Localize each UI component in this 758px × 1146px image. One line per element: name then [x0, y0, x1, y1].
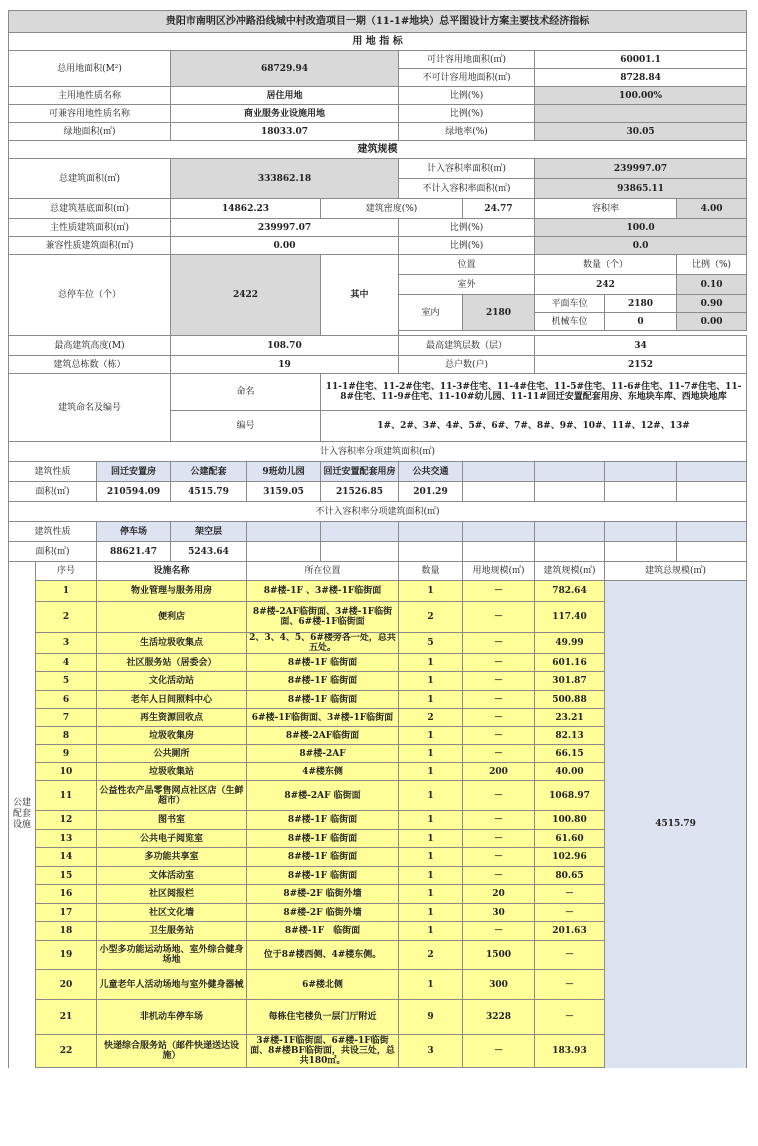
facility-land-scale: －: [463, 830, 535, 848]
nonfar-nature-label: 建筑性质: [9, 522, 97, 542]
facility-quantity: 3: [399, 1035, 463, 1068]
facility-building-scale: 100.80: [535, 811, 605, 830]
far-value-empty: [463, 482, 535, 502]
facility-quantity: 1: [399, 885, 463, 904]
facility-location: 8#楼-1F 、3#楼-1F临街面: [247, 581, 399, 602]
compat-building-area-label: 兼容性质建筑面积(㎡): [9, 237, 171, 255]
sheet-row: [9, 482, 747, 502]
facility-land-scale: －: [463, 709, 535, 727]
facility-quantity: 1: [399, 867, 463, 885]
building-naming-label: 建筑命名及编号: [9, 374, 171, 442]
far-value: 210594.09: [97, 482, 171, 502]
facility-building-scale: 82.13: [535, 727, 605, 745]
facility-building-scale: 601.16: [535, 654, 605, 672]
facility-building-scale: 66.15: [535, 745, 605, 763]
households-value: 2152: [535, 356, 747, 374]
naming-name-value: 11-1#住宅、11-2#住宅、11-3#住宅、11-4#住宅、11-5#住宅、11-6#住宅、11-7#住宅、11-8#住宅、11-9#住宅、11-10#幼儿园、11-11#回迁安置配套用房、东地块车库、西地块地库: [321, 374, 747, 411]
base-area-label: 总建筑基底面积(㎡): [9, 199, 171, 219]
nonfar-area-value: 93865.11: [535, 179, 747, 199]
facility-building-scale: －: [535, 885, 605, 904]
facility-land-scale: 20: [463, 885, 535, 904]
sheet-row: [9, 374, 747, 411]
facility-name: 公共电子阅览室: [97, 830, 247, 848]
sheet-title: 贵阳市南明区沙冲路沿线城中村改造项目一期（11-1#地块）总平图设计方案主要技术经济指标: [9, 11, 747, 33]
facility-building-scale: 782.64: [535, 581, 605, 602]
main-building-area-value: 239997.07: [171, 219, 399, 237]
usable-area-value: 60001.1: [535, 51, 747, 69]
facility-name: 垃圾收集房: [97, 727, 247, 745]
facility-land-scale: －: [463, 811, 535, 830]
nonfar-col: 停车场: [97, 522, 171, 542]
facility-location: 8#楼-1F 临街面: [247, 811, 399, 830]
facility-name: 小型多功能运动场地、室外综合健身场地: [97, 941, 247, 970]
compat-building-ratio-value: 0.0: [535, 237, 747, 255]
facility-name: 多功能共享室: [97, 848, 247, 867]
facility-no: 10: [36, 763, 97, 781]
main-ratio-value: 100.00%: [535, 87, 747, 105]
nonfar-value-empty: [247, 542, 321, 562]
section-heading: 建筑规模: [9, 141, 747, 159]
facility-building-scale: 40.00: [535, 763, 605, 781]
facility-name: 快递综合服务站（邮件快递送达设施）: [97, 1035, 247, 1068]
sheet-row: [9, 336, 747, 356]
far-value: 201.29: [399, 482, 463, 502]
sheet-row: [9, 255, 747, 275]
facility-no: 20: [36, 970, 97, 1000]
facility-name: 图书室: [97, 811, 247, 830]
nonfar-col-empty: [247, 522, 321, 542]
nonusable-area-label: 不可计容用地面积(㎡): [399, 69, 535, 87]
facility-no: 16: [36, 885, 97, 904]
facility-no: 15: [36, 867, 97, 885]
facility-name: 老年人日间照料中心: [97, 691, 247, 709]
facility-name: 文化活动站: [97, 672, 247, 691]
facility-location: 8#楼-1F 临街面: [247, 922, 399, 941]
facility-location: 3#楼-1F临街面、6#楼-1F临街面、8#楼BF临街面，共设三处，总共180㎡。: [247, 1035, 399, 1068]
sheet-row: [9, 542, 747, 562]
sheet-row: [9, 522, 747, 542]
facility-no: 1: [36, 581, 97, 602]
facility-group-label: 公建配套设施: [9, 562, 36, 1068]
facility-quantity: 1: [399, 904, 463, 922]
facility-land-scale: －: [463, 1035, 535, 1068]
facility-no: 21: [36, 1000, 97, 1035]
naming-name-label: 命名: [171, 374, 321, 411]
facility-quantity: 5: [399, 633, 463, 654]
facility-quantity: 1: [399, 745, 463, 763]
total-land-area-value: 68729.94: [171, 51, 399, 87]
facility-location: 8#楼-1F 临街面: [247, 848, 399, 867]
facility-location: 8#楼-2AF 临街面: [247, 781, 399, 811]
facility-building-scale: 102.96: [535, 848, 605, 867]
technical-indicator-sheet: [8, 10, 747, 1068]
facility-no: 7: [36, 709, 97, 727]
facility-name: 非机动车停车场: [97, 1000, 247, 1035]
naming-code-label: 编号: [171, 411, 321, 442]
facility-land-scale: －: [463, 727, 535, 745]
households-label: 总户数(户): [399, 356, 535, 374]
nonfar-area-label: 不计入容积率面积(㎡): [399, 179, 535, 199]
density-value: 24.77: [463, 199, 535, 219]
parking-indoor-label: 室内: [399, 295, 463, 331]
total-land-area-label: 总用地面积(M²): [9, 51, 171, 87]
green-rate-value: 30.05: [535, 123, 747, 141]
parking-among-label: 其中: [321, 255, 399, 336]
parking-flat-ratio: 0.90: [677, 295, 747, 313]
facility-land-scale: －: [463, 654, 535, 672]
facility-land-scale: －: [463, 848, 535, 867]
facility-name: 再生资源回收点: [97, 709, 247, 727]
facility-building-scale: 500.88: [535, 691, 605, 709]
facility-land-scale: 3228: [463, 1000, 535, 1035]
far-area-label: 计入容积率面积(㎡): [399, 159, 535, 179]
sheet-row: [9, 356, 747, 374]
far-col: 公建配套: [171, 462, 247, 482]
facility-header: 用地规模(㎡): [463, 562, 535, 581]
facility-quantity: 2: [399, 941, 463, 970]
facility-quantity: 1: [399, 763, 463, 781]
nonfar-col-empty: [463, 522, 535, 542]
parking-outdoor-count: 242: [535, 275, 677, 295]
facility-land-scale: 30: [463, 904, 535, 922]
facility-header: 建筑规模(㎡): [535, 562, 605, 581]
facility-no: 4: [36, 654, 97, 672]
ratio-label: 比例(%): [399, 105, 535, 123]
facility-building-scale: 117.40: [535, 602, 605, 633]
parking-mech-label: 机械车位: [535, 313, 605, 331]
parking-indoor-count: 2180: [463, 295, 535, 331]
facility-no: 12: [36, 811, 97, 830]
far-col-empty: [605, 462, 677, 482]
far-value: 3159.05: [247, 482, 321, 502]
max-height-value: 108.70: [171, 336, 399, 356]
sheet-row: [9, 159, 747, 179]
sheet-row: [9, 237, 747, 255]
facility-no: 14: [36, 848, 97, 867]
compat-ratio-value: [535, 105, 747, 123]
facility-quantity: 9: [399, 1000, 463, 1035]
main-land-nature-label: 主用地性质名称: [9, 87, 171, 105]
sheet-row: [9, 462, 747, 482]
facility-land-scale: －: [463, 691, 535, 709]
nonfar-col: 架空层: [171, 522, 247, 542]
compat-land-nature-label: 可兼容用地性质名称: [9, 105, 171, 123]
facility-quantity: 1: [399, 691, 463, 709]
facility-header-row: [9, 562, 747, 581]
facility-location: 8#楼-1F 临街面: [247, 691, 399, 709]
far-col-empty: [535, 462, 605, 482]
facility-location: 8#楼-1F 临街面: [247, 654, 399, 672]
facility-land-scale: －: [463, 867, 535, 885]
sheet-row: [9, 87, 747, 105]
facility-name: 儿童老年人活动场地与室外健身器械: [97, 970, 247, 1000]
facility-building-scale: 1068.97: [535, 781, 605, 811]
far-area-value: 239997.07: [535, 159, 747, 179]
nonfar-value-empty: [605, 542, 677, 562]
section-heading: 计入容积率分项建筑面积(㎡): [9, 442, 747, 462]
facility-land-scale: －: [463, 781, 535, 811]
facility-location: 8#楼-1F 临街面: [247, 672, 399, 691]
facility-location: 8#楼-1F 临街面: [247, 867, 399, 885]
facility-land-scale: －: [463, 581, 535, 602]
nonfar-area-row-label: 面积(㎡): [9, 542, 97, 562]
section-heading: 不计入容积率分项建筑面积(㎡): [9, 502, 747, 522]
sheet-row: [9, 123, 747, 141]
nonfar-value-empty: [463, 542, 535, 562]
nonfar-value: 88621.47: [97, 542, 171, 562]
sheet-row: [9, 11, 747, 33]
facility-quantity: 1: [399, 727, 463, 745]
far-area-row-label: 面积(㎡): [9, 482, 97, 502]
far-nature-label: 建筑性质: [9, 462, 97, 482]
nonfar-value-empty: [677, 542, 747, 562]
facility-location: 6#楼北侧: [247, 970, 399, 1000]
facility-location: 8#楼-2F 临街外墙: [247, 885, 399, 904]
facility-no: 6: [36, 691, 97, 709]
facility-land-scale: 200: [463, 763, 535, 781]
sheet-row: [9, 141, 747, 159]
facility-header: 建筑总规模(㎡): [605, 562, 747, 581]
max-floors-label: 最高建筑层数（层）: [399, 336, 535, 356]
far-col: 9班幼儿园: [247, 462, 321, 482]
facility-location: 每栋住宅楼负一层门厅附近: [247, 1000, 399, 1035]
facility-location: 8#楼-2F 临街外墙: [247, 904, 399, 922]
parking-outdoor-label: 室外: [399, 275, 535, 295]
density-label: 建筑密度(%): [321, 199, 463, 219]
facility-header: 所在位置: [247, 562, 399, 581]
facility-quantity: 2: [399, 709, 463, 727]
green-area-value: 18033.07: [171, 123, 399, 141]
facility-header: 数量: [399, 562, 463, 581]
facility-name: 社区阅报栏: [97, 885, 247, 904]
facility-header: 设施名称: [97, 562, 247, 581]
far-col-empty: [463, 462, 535, 482]
sheet-row: [9, 199, 747, 219]
sheet-row: [9, 33, 747, 51]
facility-name: 卫生服务站: [97, 922, 247, 941]
facility-header: 序号: [36, 562, 97, 581]
nonfar-value-empty: [535, 542, 605, 562]
facility-quantity: 1: [399, 654, 463, 672]
facility-no: 3: [36, 633, 97, 654]
sheet-row: [9, 502, 747, 522]
far-value-empty: [677, 482, 747, 502]
parking-position-header: 位置: [399, 255, 535, 275]
facility-name: 社区服务站（居委会）: [97, 654, 247, 672]
base-area-value: 14862.23: [171, 199, 321, 219]
far-value-empty: [605, 482, 677, 502]
parking-mech-count: 0: [605, 313, 677, 331]
facility-building-scale: －: [535, 904, 605, 922]
far-col: 公共交通: [399, 462, 463, 482]
facility-quantity: 1: [399, 830, 463, 848]
facility-building-scale: －: [535, 1000, 605, 1035]
total-building-area-value: 333862.18: [171, 159, 399, 199]
facility-building-scale: 201.63: [535, 922, 605, 941]
facility-name: 生活垃圾收集点: [97, 633, 247, 654]
facility-land-scale: －: [463, 922, 535, 941]
facility-no: 13: [36, 830, 97, 848]
nonfar-col-empty: [605, 522, 677, 542]
facility-location: 2、3、4、5、6#楼旁各一处，总共五处。: [247, 633, 399, 654]
facility-land-scale: 1500: [463, 941, 535, 970]
ratio-label: 比例(%): [399, 237, 535, 255]
total-building-area-label: 总建筑面积(㎡): [9, 159, 171, 199]
facility-quantity: 1: [399, 811, 463, 830]
facility-building-scale: 23.21: [535, 709, 605, 727]
nonusable-area-value: 8728.84: [535, 69, 747, 87]
parking-total-label: 总停车位（个）: [9, 255, 171, 336]
facility-location: 位于8#楼西侧、4#楼东侧。: [247, 941, 399, 970]
far-col-empty: [677, 462, 747, 482]
nonfar-col-empty: [677, 522, 747, 542]
facility-location: 4#楼东侧: [247, 763, 399, 781]
facility-name: 公益性农产品零售网点社区店（生鲜超市）: [97, 781, 247, 811]
sheet-row: [9, 105, 747, 123]
section-heading: 用 地 指 标: [9, 33, 747, 51]
facility-quantity: 1: [399, 781, 463, 811]
facility-location: 6#楼-1F临街面、3#楼-1F临街面: [247, 709, 399, 727]
far-value: 4.00: [677, 199, 747, 219]
nonfar-value-empty: [321, 542, 399, 562]
facility-total-scale: 4515.79: [605, 581, 747, 1068]
facility-building-scale: 183.93: [535, 1035, 605, 1068]
building-count-value: 19: [171, 356, 399, 374]
facility-no: 2: [36, 602, 97, 633]
facility-name: 垃圾收集站: [97, 763, 247, 781]
usable-area-label: 可计容用地面积(㎡): [399, 51, 535, 69]
far-col: 回迁安置配套用房: [321, 462, 399, 482]
facility-no: 22: [36, 1035, 97, 1068]
facility-name: 便利店: [97, 602, 247, 633]
facility-land-scale: 300: [463, 970, 535, 1000]
nonfar-col-empty: [399, 522, 463, 542]
far-label: 容积率: [535, 199, 677, 219]
compat-land-nature-value: 商业服务业设施用地: [171, 105, 399, 123]
facility-no: 9: [36, 745, 97, 763]
facility-land-scale: －: [463, 633, 535, 654]
main-building-ratio-value: 100.0: [535, 219, 747, 237]
facility-quantity: 1: [399, 922, 463, 941]
facility-no: 17: [36, 904, 97, 922]
facility-building-scale: －: [535, 970, 605, 1000]
ratio-label: 比例(%): [399, 87, 535, 105]
green-rate-label: 绿地率(%): [399, 123, 535, 141]
facility-building-scale: 49.99: [535, 633, 605, 654]
sheet-row: [9, 51, 747, 69]
nonfar-col-empty: [321, 522, 399, 542]
facility-name: 社区文化墙: [97, 904, 247, 922]
facility-land-scale: －: [463, 672, 535, 691]
nonfar-value: 5243.64: [171, 542, 247, 562]
facility-quantity: 1: [399, 848, 463, 867]
facility-no: 18: [36, 922, 97, 941]
facility-location: 8#楼-1F 临街面: [247, 830, 399, 848]
parking-flat-label: 平面车位: [535, 295, 605, 313]
green-area-label: 绿地面积(㎡): [9, 123, 171, 141]
parking-count-header: 数量（个）: [535, 255, 677, 275]
max-height-label: 最高建筑高度(M): [9, 336, 171, 356]
facility-land-scale: －: [463, 602, 535, 633]
naming-code-value: 1#、2#、3#、4#、5#、6#、7#、8#、9#、10#、11#、12#、13#: [321, 411, 747, 442]
facility-quantity: 1: [399, 970, 463, 1000]
facility-name: 物业管理与服务用房: [97, 581, 247, 602]
facility-building-scale: 301.87: [535, 672, 605, 691]
parking-ratio-header: 比例（%): [677, 255, 747, 275]
facility-building-scale: 61.60: [535, 830, 605, 848]
far-col: 回迁安置房: [97, 462, 171, 482]
nonfar-col-empty: [535, 522, 605, 542]
ratio-label: 比例(%): [399, 219, 535, 237]
parking-outdoor-ratio: 0.10: [677, 275, 747, 295]
max-floors-value: 34: [535, 336, 747, 356]
facility-name: 公共厕所: [97, 745, 247, 763]
parking-total-value: 2422: [171, 255, 321, 336]
facility-location: 8#楼-2AF临街面、3#楼-1F临街面、6#楼-1F临街面: [247, 602, 399, 633]
compat-building-area-value: 0.00: [171, 237, 399, 255]
far-value-empty: [535, 482, 605, 502]
facility-quantity: 1: [399, 672, 463, 691]
far-value: 21526.85: [321, 482, 399, 502]
main-building-area-label: 主性质建筑面积(㎡): [9, 219, 171, 237]
facility-building-scale: －: [535, 941, 605, 970]
facility-no: 5: [36, 672, 97, 691]
facility-location: 8#楼-2AF: [247, 745, 399, 763]
facility-name: 文体活动室: [97, 867, 247, 885]
parking-flat-count: 2180: [605, 295, 677, 313]
facility-no: 11: [36, 781, 97, 811]
facility-location: 8#楼-2AF临街面: [247, 727, 399, 745]
sheet-row: [9, 442, 747, 462]
facility-building-scale: 80.65: [535, 867, 605, 885]
facility-quantity: 2: [399, 602, 463, 633]
main-land-nature-value: 居住用地: [171, 87, 399, 105]
nonfar-value-empty: [399, 542, 463, 562]
sheet-row: [9, 219, 747, 237]
facility-land-scale: －: [463, 745, 535, 763]
facility-no: 19: [36, 941, 97, 970]
facility-no: 8: [36, 727, 97, 745]
facility-row: [9, 581, 747, 602]
parking-mech-ratio: 0.00: [677, 313, 747, 331]
far-value: 4515.79: [171, 482, 247, 502]
building-count-label: 建筑总栋数（栋）: [9, 356, 171, 374]
facility-quantity: 1: [399, 581, 463, 602]
